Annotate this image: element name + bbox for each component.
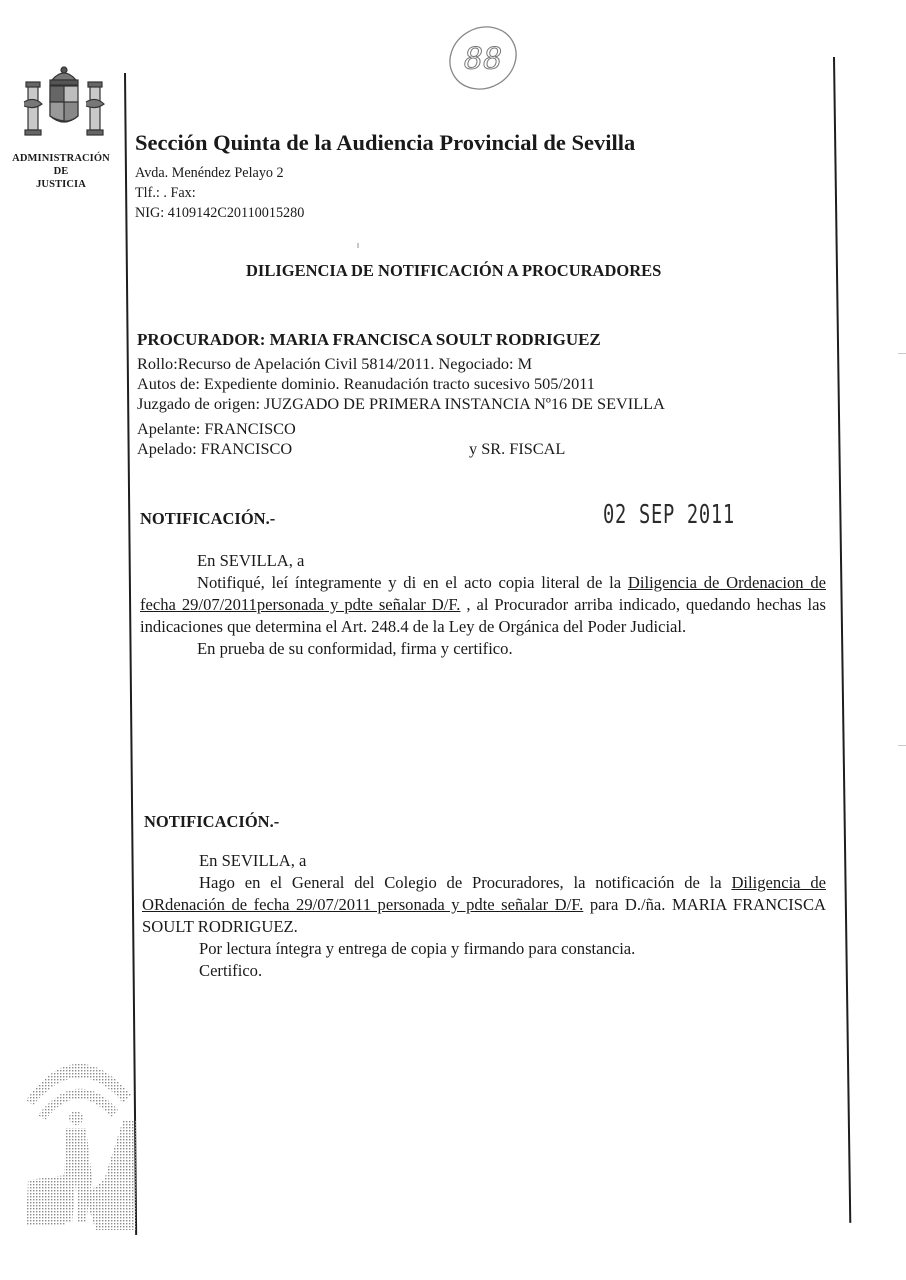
notification-2-closing: Por lectura íntegra y entrega de copia y firmando para constancia. [199,939,636,958]
admin-line-3: JUSTICIA [36,179,86,190]
notification-1-place: En SEVILLA, a [197,551,305,570]
procurador-name: PROCURADOR: MARIA FRANCISCA SOULT RODRIGUEZ [137,330,601,349]
notification-1-text-post: , al Procurador arriba indicado, quedando hechas las indicaciones que determina el Art. 248.4 de la Ley de Orgánica del Poder Judicial. [140,595,826,636]
nig-number: NIG: 4109142C20110015280 [135,205,305,221]
notification-2-heading: NOTIFICACIÓN.- [144,812,280,831]
scan-speck [357,243,359,248]
notification-2-text-post: para D./ña. MARIA FRANCISCA SOULT RODRIGUEZ. [142,895,826,936]
junta-andalucia-logo-icon [18,1040,138,1236]
notification-2-place: En SEVILLA, a [199,851,307,870]
right-margin-rule [833,57,851,1223]
notification-2-text-pre: Hago en el General del Colegio de Procuradores, la notificación de la [199,873,732,892]
apelado-line: Apelado: FRANCISCO [137,439,293,458]
court-address: Avda. Menéndez Pelayo 2 [135,165,284,181]
document-title: DILIGENCIA DE NOTIFICACIÓN A PROCURADORES [246,261,662,280]
notification-2-diligencia-reference: Diligencia de ORdenación de fecha 29/07/2011 personada y pdte señalar D/F. [142,873,826,914]
autos-line: Autos de: Expediente dominio. Reanudación tracto sucesivo 505/2011 [137,374,595,393]
apelante-line: Apelante: FRANCISCO [137,419,296,438]
notification-1-text-pre: Notifiqué, leí íntegramente y di en el acto copia literal de la [197,573,628,592]
notification-2-body [142,850,826,982]
notification-2-certifico: Certifico. [199,961,263,980]
folio-number: 88 [463,42,503,77]
scan-speck [898,745,906,746]
administration-label [0,152,122,191]
scan-speck [898,353,906,354]
folio-number-mark [441,14,523,100]
notification-1-closing: En prueba de su conformidad, firma y certifico. [197,639,513,658]
notification-1-body [140,550,826,660]
juzgado-line: Juzgado de origen: JUZGADO DE PRIMERA INSTANCIA Nº16 DE SEVILLA [137,394,665,413]
apelado-suffix: y SR. FISCAL [469,439,566,458]
court-name: Sección Quinta de la Audiencia Provincial de Sevilla [135,130,636,155]
notification-1-heading: NOTIFICACIÓN.- [140,509,276,528]
admin-line-1: ADMINISTRACIÓN [12,153,110,164]
spain-coat-of-arms-icon [18,62,110,154]
admin-line-2: DE [53,166,69,177]
rollo-line: Rollo:Recurso de Apelación Civil 5814/2011. Negociado: M [137,354,533,373]
court-phone-fax: Tlf.: . Fax: [135,185,196,201]
notification-1-diligencia-reference: Diligencia de Ordenacion de fecha 29/07/2011personada y pdte señalar D/F. [140,573,826,614]
date-stamp: 02 SEP 2011 [603,500,735,530]
